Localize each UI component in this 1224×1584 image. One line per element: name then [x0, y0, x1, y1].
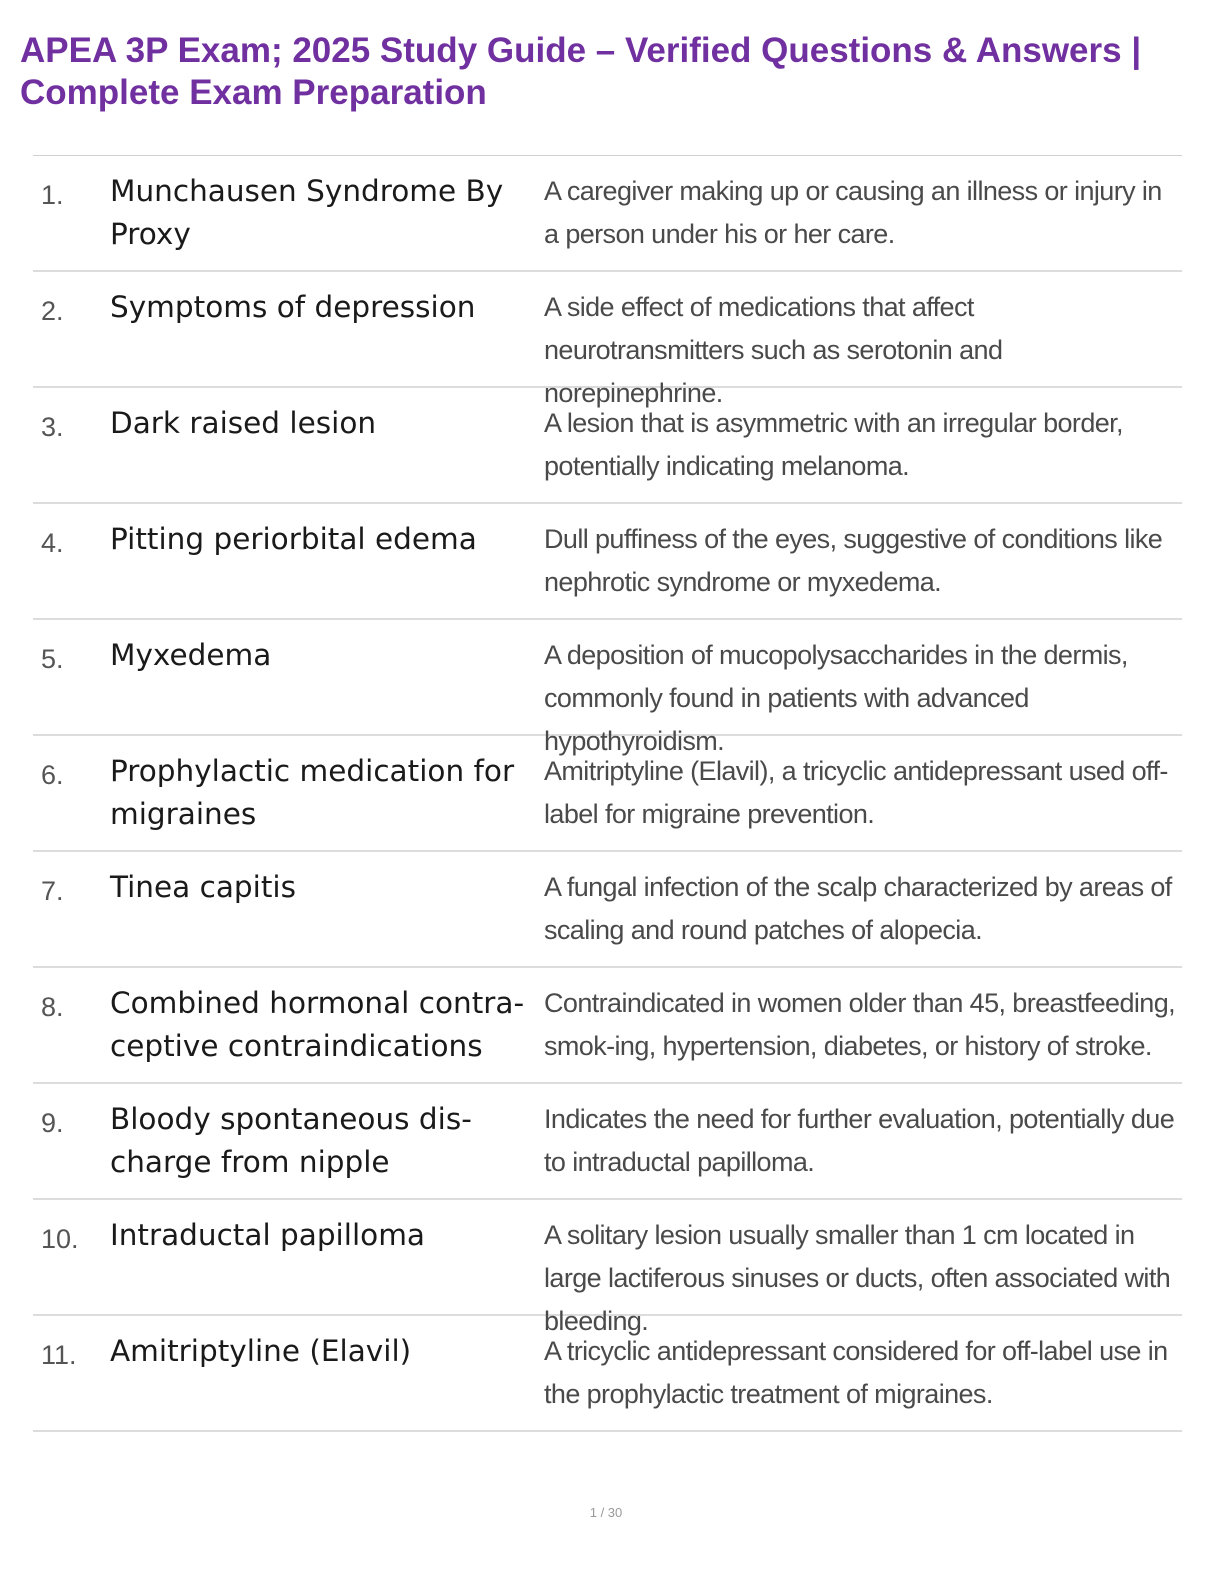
- flashcard-row: [33, 272, 1182, 408]
- card-definition: Indicates the need for further evaluation, potentially due to intraductal papilloma.: [544, 1104, 1175, 1177]
- card-definition: A deposition of mucopolysaccharides in the dermis, commonly found in patients with advanced hypothyroidism.: [544, 640, 1128, 756]
- card-term: Pitting periorbital edema: [110, 522, 477, 556]
- card-term: Intraductal papilloma: [110, 1218, 426, 1252]
- flashcard-row: [33, 1200, 1182, 1336]
- card-number: 5.: [41, 644, 64, 674]
- card-number: 11.: [41, 1340, 77, 1370]
- card-number: 7.: [41, 876, 64, 906]
- card-term: Prophylactic medication for migraines: [110, 754, 515, 831]
- card-definition: A tricyclic antidepressant considered for off-label use in the prophylactic treatment of migraines.: [544, 1336, 1168, 1409]
- card-definition: Contraindicated in women older than 45, breastfeeding, smok-ing, hypertension, diabetes, or history of stroke.: [544, 988, 1176, 1061]
- card-number: 10.: [41, 1224, 79, 1254]
- card-term: Dark raised lesion: [110, 406, 377, 440]
- card-term: Tinea capitis: [110, 870, 296, 904]
- card-definition: A caregiver making up or causing an illness or injury in a person under his or her care.: [544, 176, 1162, 249]
- card-term: Amitriptyline (Elavil): [110, 1334, 412, 1368]
- flashcard-row: [33, 504, 1182, 620]
- flashcard-row: [33, 1084, 1182, 1200]
- card-definition: Dull puffiness of the eyes, suggestive of conditions like nephrotic syndrome or myxedema.: [544, 524, 1163, 597]
- card-number: 8.: [41, 992, 64, 1022]
- card-definition: A lesion that is asymmetric with an irregular border, potentially indicating melanoma.: [544, 408, 1123, 481]
- page-number: 1 / 30: [589, 1505, 623, 1520]
- flashcard-row: [33, 968, 1182, 1084]
- flashcard-row: [33, 852, 1182, 968]
- flashcard-row: [33, 388, 1182, 504]
- card-definition: A side effect of medications that affect neurotransmitters such as serotonin and norepinephrine.: [544, 292, 1003, 408]
- flashcard-row: [33, 1316, 1182, 1432]
- document-title: APEA 3P Exam; 2025 Study Guide – Verified Questions & Answers | Complete Exam Preparation: [20, 31, 1142, 112]
- card-number: 3.: [41, 412, 64, 442]
- flashcard-row: [33, 620, 1182, 756]
- card-definition: Amitriptyline (Elavil), a tricyclic antidepressant used off-label for migraine prevention.: [544, 756, 1168, 829]
- card-number: 6.: [41, 760, 64, 790]
- card-term: Bloody spontaneous dis-charge from nipple: [110, 1102, 472, 1179]
- flashcard-row: [33, 736, 1182, 852]
- card-number: 4.: [41, 528, 64, 558]
- card-term: Munchausen Syndrome By Proxy: [110, 174, 504, 251]
- flashcard-row: [33, 156, 1182, 272]
- card-definition: A solitary lesion usually smaller than 1 cm located in large lactiferous sinuses or ducts, often associated with bleeding.: [544, 1220, 1171, 1336]
- card-number: 9.: [41, 1108, 64, 1138]
- card-term: Symptoms of depression: [110, 290, 476, 324]
- card-number: 2.: [41, 296, 64, 326]
- card-term: Myxedema: [110, 638, 272, 672]
- card-term: Combined hormonal contra-ceptive contraindications: [110, 986, 525, 1063]
- flashcard-list: [33, 155, 1182, 1432]
- card-definition: A fungal infection of the scalp characterized by areas of scaling and round patches of alopecia.: [544, 872, 1172, 945]
- card-number: 1.: [41, 180, 64, 210]
